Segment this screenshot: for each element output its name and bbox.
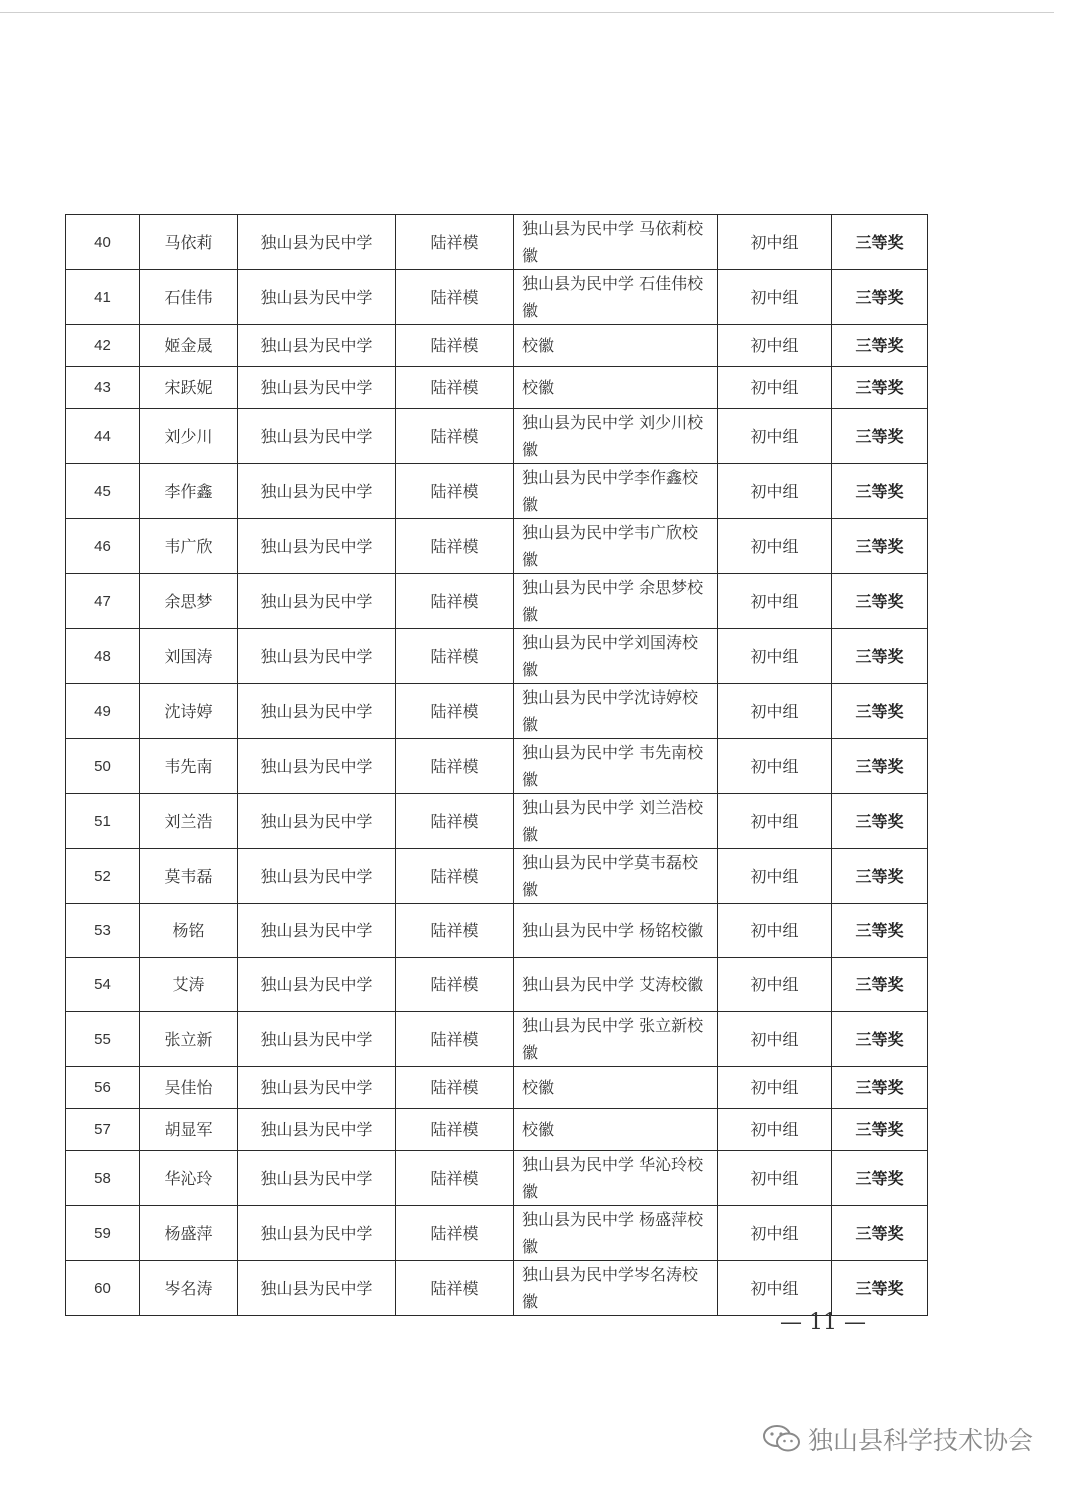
- group-name: 初中组: [718, 270, 832, 325]
- group-name: 初中组: [718, 629, 832, 684]
- school-name: 独山县为民中学: [238, 270, 396, 325]
- watermark: [762, 1421, 1033, 1457]
- student-name: 马依莉: [140, 215, 238, 270]
- work-title: 校徽: [514, 367, 718, 409]
- teacher-name: 陆祥模: [396, 849, 514, 904]
- group-name: 初中组: [718, 1067, 832, 1109]
- school-name: 独山县为民中学: [238, 325, 396, 367]
- award-level: 三等奖: [832, 1261, 928, 1316]
- student-name: 余思梦: [140, 574, 238, 629]
- student-name: 杨盛萍: [140, 1206, 238, 1261]
- student-name: 刘兰浩: [140, 794, 238, 849]
- school-name: 独山县为民中学: [238, 1012, 396, 1067]
- school-name: 独山县为民中学: [238, 519, 396, 574]
- teacher-name: 陆祥模: [396, 215, 514, 270]
- row-number: 48: [66, 629, 140, 684]
- school-name: 独山县为民中学: [238, 1067, 396, 1109]
- table-row: [66, 1206, 928, 1261]
- table-row: [66, 215, 928, 270]
- page-number: — 11 —: [780, 1310, 866, 1335]
- award-level: 三等奖: [832, 1151, 928, 1206]
- wechat-icon: [762, 1423, 802, 1455]
- teacher-name: 陆祥模: [396, 904, 514, 958]
- award-level: 三等奖: [832, 1012, 928, 1067]
- table-row: [66, 629, 928, 684]
- group-name: 初中组: [718, 1109, 832, 1151]
- work-title: 独山县为民中学沈诗婷校徽: [514, 684, 718, 739]
- table-row: [66, 270, 928, 325]
- award-level: 三等奖: [832, 464, 928, 519]
- teacher-name: 陆祥模: [396, 1151, 514, 1206]
- group-name: 初中组: [718, 958, 832, 1012]
- school-name: 独山县为民中学: [238, 409, 396, 464]
- work-title: 独山县为民中学 张立新校徽: [514, 1012, 718, 1067]
- award-level: 三等奖: [832, 684, 928, 739]
- row-number: 42: [66, 325, 140, 367]
- student-name: 岑名涛: [140, 1261, 238, 1316]
- group-name: 初中组: [718, 1206, 832, 1261]
- table-row: [66, 367, 928, 409]
- row-number: 47: [66, 574, 140, 629]
- row-number: 57: [66, 1109, 140, 1151]
- award-level: 三等奖: [832, 1206, 928, 1261]
- teacher-name: 陆祥模: [396, 519, 514, 574]
- award-level: 三等奖: [832, 739, 928, 794]
- work-title: 独山县为民中学 华沁玲校徽: [514, 1151, 718, 1206]
- student-name: 姬金晟: [140, 325, 238, 367]
- teacher-name: 陆祥模: [396, 1067, 514, 1109]
- award-level: 三等奖: [832, 849, 928, 904]
- group-name: 初中组: [718, 684, 832, 739]
- student-name: 宋跃妮: [140, 367, 238, 409]
- school-name: 独山县为民中学: [238, 849, 396, 904]
- award-level: 三等奖: [832, 270, 928, 325]
- award-level: 三等奖: [832, 367, 928, 409]
- school-name: 独山县为民中学: [238, 367, 396, 409]
- row-number: 50: [66, 739, 140, 794]
- row-number: 45: [66, 464, 140, 519]
- teacher-name: 陆祥模: [396, 1109, 514, 1151]
- student-name: 韦广欣: [140, 519, 238, 574]
- student-name: 艾涛: [140, 958, 238, 1012]
- teacher-name: 陆祥模: [396, 464, 514, 519]
- student-name: 刘少川: [140, 409, 238, 464]
- group-name: 初中组: [718, 1151, 832, 1206]
- group-name: 初中组: [718, 464, 832, 519]
- teacher-name: 陆祥模: [396, 958, 514, 1012]
- table-row: [66, 849, 928, 904]
- group-name: 初中组: [718, 794, 832, 849]
- award-level: 三等奖: [832, 325, 928, 367]
- award-level: 三等奖: [832, 958, 928, 1012]
- school-name: 独山县为民中学: [238, 684, 396, 739]
- work-title: 独山县为民中学 刘少川校徽: [514, 409, 718, 464]
- row-number: 46: [66, 519, 140, 574]
- table-row: [66, 794, 928, 849]
- student-name: 吴佳怡: [140, 1067, 238, 1109]
- row-number: 58: [66, 1151, 140, 1206]
- group-name: 初中组: [718, 215, 832, 270]
- school-name: 独山县为民中学: [238, 739, 396, 794]
- group-name: 初中组: [718, 519, 832, 574]
- student-name: 张立新: [140, 1012, 238, 1067]
- awards-table-body: [66, 215, 928, 1316]
- award-level: 三等奖: [832, 1067, 928, 1109]
- table-row: [66, 409, 928, 464]
- school-name: 独山县为民中学: [238, 958, 396, 1012]
- school-name: 独山县为民中学: [238, 629, 396, 684]
- teacher-name: 陆祥模: [396, 794, 514, 849]
- row-number: 52: [66, 849, 140, 904]
- award-level: 三等奖: [832, 629, 928, 684]
- school-name: 独山县为民中学: [238, 1109, 396, 1151]
- table-row: [66, 739, 928, 794]
- group-name: 初中组: [718, 1261, 832, 1316]
- row-number: 53: [66, 904, 140, 958]
- awards-table: [65, 214, 928, 1316]
- work-title: 独山县为民中学岑名涛校徽: [514, 1261, 718, 1316]
- row-number: 54: [66, 958, 140, 1012]
- group-name: 初中组: [718, 574, 832, 629]
- group-name: 初中组: [718, 367, 832, 409]
- student-name: 杨铭: [140, 904, 238, 958]
- row-number: 51: [66, 794, 140, 849]
- row-number: 44: [66, 409, 140, 464]
- table-row: [66, 904, 928, 958]
- teacher-name: 陆祥模: [396, 325, 514, 367]
- work-title: 校徽: [514, 325, 718, 367]
- row-number: 55: [66, 1012, 140, 1067]
- table-row: [66, 1151, 928, 1206]
- school-name: 独山县为民中学: [238, 1261, 396, 1316]
- watermark-text: 独山县科学技术协会: [808, 1426, 1034, 1455]
- row-number: 43: [66, 367, 140, 409]
- award-level: 三等奖: [832, 215, 928, 270]
- teacher-name: 陆祥模: [396, 270, 514, 325]
- row-number: 56: [66, 1067, 140, 1109]
- table-row: [66, 684, 928, 739]
- work-title: 独山县为民中学莫韦磊校徽: [514, 849, 718, 904]
- work-title: 独山县为民中学 马依莉校徽: [514, 215, 718, 270]
- work-title: 校徽: [514, 1109, 718, 1151]
- student-name: 李作鑫: [140, 464, 238, 519]
- award-level: 三等奖: [832, 794, 928, 849]
- school-name: 独山县为民中学: [238, 464, 396, 519]
- work-title: 独山县为民中学 艾涛校徽: [514, 958, 718, 1012]
- work-title: 独山县为民中学李作鑫校徽: [514, 464, 718, 519]
- school-name: 独山县为民中学: [238, 1206, 396, 1261]
- table-row: [66, 1067, 928, 1109]
- student-name: 刘国涛: [140, 629, 238, 684]
- student-name: 韦先南: [140, 739, 238, 794]
- work-title: 独山县为民中学刘国涛校徽: [514, 629, 718, 684]
- table-row: [66, 325, 928, 367]
- table-row: [66, 1261, 928, 1316]
- group-name: 初中组: [718, 849, 832, 904]
- teacher-name: 陆祥模: [396, 684, 514, 739]
- teacher-name: 陆祥模: [396, 1206, 514, 1261]
- student-name: 石佳伟: [140, 270, 238, 325]
- school-name: 独山县为民中学: [238, 794, 396, 849]
- table-row: [66, 1012, 928, 1067]
- award-level: 三等奖: [832, 904, 928, 958]
- teacher-name: 陆祥模: [396, 1012, 514, 1067]
- teacher-name: 陆祥模: [396, 1261, 514, 1316]
- school-name: 独山县为民中学: [238, 574, 396, 629]
- row-number: 60: [66, 1261, 140, 1316]
- table-row: [66, 519, 928, 574]
- work-title: 独山县为民中学 杨铭校徽: [514, 904, 718, 958]
- table-row: [66, 958, 928, 1012]
- table-row: [66, 464, 928, 519]
- row-number: 41: [66, 270, 140, 325]
- student-name: 胡显军: [140, 1109, 238, 1151]
- teacher-name: 陆祥模: [396, 574, 514, 629]
- student-name: 华沁玲: [140, 1151, 238, 1206]
- award-level: 三等奖: [832, 409, 928, 464]
- school-name: 独山县为民中学: [238, 215, 396, 270]
- top-rule: [0, 12, 1054, 13]
- work-title: 独山县为民中学韦广欣校徽: [514, 519, 718, 574]
- group-name: 初中组: [718, 1012, 832, 1067]
- teacher-name: 陆祥模: [396, 367, 514, 409]
- group-name: 初中组: [718, 739, 832, 794]
- award-level: 三等奖: [832, 1109, 928, 1151]
- school-name: 独山县为民中学: [238, 904, 396, 958]
- row-number: 59: [66, 1206, 140, 1261]
- award-level: 三等奖: [832, 574, 928, 629]
- row-number: 40: [66, 215, 140, 270]
- teacher-name: 陆祥模: [396, 739, 514, 794]
- student-name: 沈诗婷: [140, 684, 238, 739]
- table-row: [66, 574, 928, 629]
- teacher-name: 陆祥模: [396, 409, 514, 464]
- group-name: 初中组: [718, 904, 832, 958]
- school-name: 独山县为民中学: [238, 1151, 396, 1206]
- work-title: 独山县为民中学 刘兰浩校徽: [514, 794, 718, 849]
- teacher-name: 陆祥模: [396, 629, 514, 684]
- row-number: 49: [66, 684, 140, 739]
- work-title: 独山县为民中学 余思梦校徽: [514, 574, 718, 629]
- table-row: [66, 1109, 928, 1151]
- work-title: 独山县为民中学 杨盛萍校徽: [514, 1206, 718, 1261]
- work-title: 独山县为民中学 韦先南校徽: [514, 739, 718, 794]
- student-name: 莫韦磊: [140, 849, 238, 904]
- work-title: 校徽: [514, 1067, 718, 1109]
- group-name: 初中组: [718, 325, 832, 367]
- group-name: 初中组: [718, 409, 832, 464]
- award-level: 三等奖: [832, 519, 928, 574]
- work-title: 独山县为民中学 石佳伟校徽: [514, 270, 718, 325]
